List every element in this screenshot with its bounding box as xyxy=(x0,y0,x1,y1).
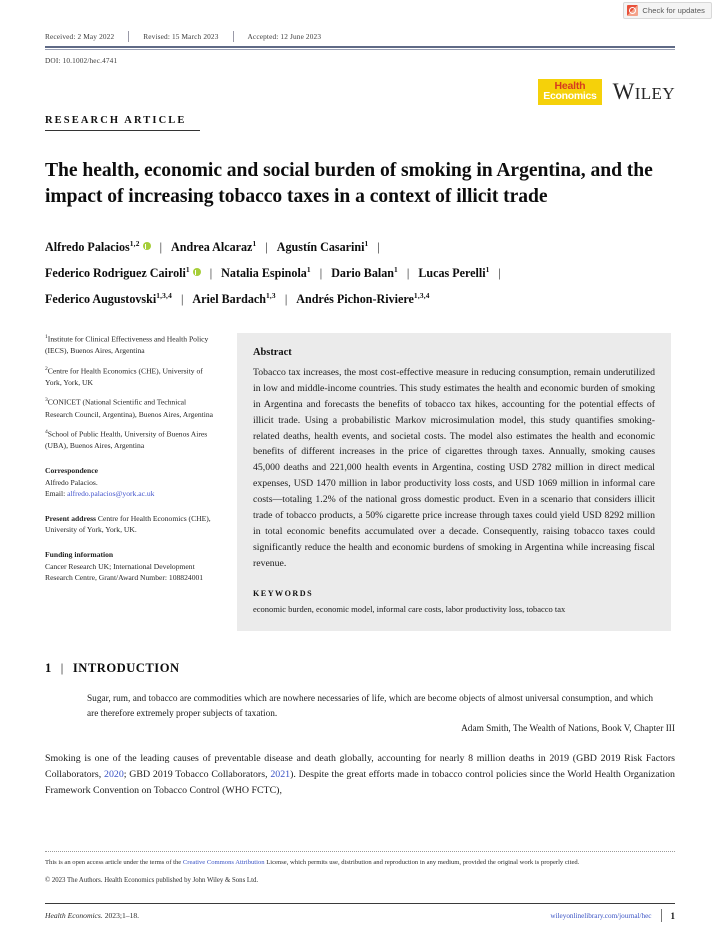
correspondence-heading: Correspondence xyxy=(45,465,99,475)
author-affiliation-marker: 1 xyxy=(306,264,311,274)
funding-text: Cancer Research UK; International Development Research Centre, Grant/Award Number: 108824001 xyxy=(45,561,204,583)
affiliation-item xyxy=(45,333,213,357)
section-bar: | xyxy=(60,660,64,675)
author-row-1 xyxy=(45,234,675,260)
author-affiliation-marker: 1,2 xyxy=(129,238,140,248)
page-footer-row xyxy=(45,909,675,922)
author-separator: | xyxy=(406,265,410,280)
paper-content xyxy=(45,0,675,799)
journal-logo-line1: Health xyxy=(554,79,586,92)
license-text-2: License, which permits use, distribution and reproduction in any medium, provided the original work is properly cited. xyxy=(264,859,580,866)
footer-dotted-rule xyxy=(45,851,675,852)
body-columns xyxy=(45,333,675,631)
affiliation-item xyxy=(45,365,213,389)
copyright-text: © 2023 The Authors. Health Economics published by John Wiley & Sons Ltd. xyxy=(45,877,259,885)
affiliation-marker: 3 xyxy=(45,397,48,404)
author-affiliation-marker: 1 xyxy=(364,238,369,248)
author-affiliation-marker: 1 xyxy=(185,264,190,274)
revised-date: Revised: 15 March 2023 xyxy=(143,32,219,41)
author-separator: | xyxy=(159,239,163,254)
affiliation-text: School of Public Health, University of Buenos Aires (UBA), Buenos Aires, Argentina xyxy=(45,429,208,451)
present-address-text: Centre for Health Economics (CHE), University of York, York, UK. xyxy=(45,513,211,535)
abstract-box xyxy=(237,333,671,631)
section-heading-introduction xyxy=(45,661,675,676)
wiley-logo-w: W xyxy=(612,78,635,104)
author-name: Andrea Alcaraz xyxy=(171,239,253,254)
footer-vertical-divider xyxy=(661,909,662,922)
author-separator: | xyxy=(209,265,213,280)
journal-url-link[interactable]: wileyonlinelibrary.com/journal/hec xyxy=(550,911,652,920)
article-type-rule xyxy=(45,130,200,131)
funding-heading: Funding information xyxy=(45,550,114,560)
author-affiliation-marker: 1 xyxy=(485,264,490,274)
orcid-icon[interactable] xyxy=(143,242,151,250)
history-divider-1 xyxy=(128,31,129,42)
author-list xyxy=(45,234,675,312)
keywords-heading: KEYWORDS xyxy=(253,588,314,598)
epigraph-text: Sugar, rum, and tobacco are commodities which are nowhere necessaries of life, which are become objects of almost universal consumption, and which are therefore extremely proper subjects of taxation. xyxy=(87,693,653,719)
page-footer-rule xyxy=(45,903,675,904)
abstract-heading: Abstract xyxy=(253,346,292,358)
orcid-icon[interactable] xyxy=(193,268,201,276)
affiliation-marker: 1 xyxy=(45,333,48,340)
license-text xyxy=(45,858,675,868)
keywords-text: economic burden, economic model, informal care costs, labor productivity loss, tobacco tax xyxy=(253,603,566,614)
citation-link-2020[interactable]: 2020 xyxy=(104,769,124,781)
affiliation-item xyxy=(45,396,213,420)
author-row-2 xyxy=(45,260,675,286)
accepted-date: Accepted: 12 June 2023 xyxy=(247,32,322,41)
author-name: Federico Augustovski xyxy=(45,291,157,306)
intro-paragraph xyxy=(45,751,675,799)
journal-citation-title: Health Economics. xyxy=(45,911,103,920)
funding-block xyxy=(45,549,213,584)
author-affiliation-marker: 1,3,4 xyxy=(413,290,430,300)
correspondence-email-link[interactable]: alfredo.palacios@york.ac.uk xyxy=(67,489,155,499)
author-name: Agustín Casarini xyxy=(276,239,365,254)
wiley-logo-rest: ILEY xyxy=(634,83,675,103)
publication-history xyxy=(45,0,675,46)
author-separator: | xyxy=(265,239,268,254)
author-name: Alfredo Palacios xyxy=(45,239,130,254)
correspondence-block xyxy=(45,465,213,500)
author-separator: | xyxy=(377,239,380,254)
journal-citation-volume: 2023;1–18. xyxy=(102,911,140,920)
author-separator: | xyxy=(319,265,323,280)
affiliation-text: CONICET (National Scientific and Technical Research Council, Argentina), Buenos Aires, Argentina xyxy=(45,398,214,419)
affiliation-text: Institute for Clinical Effectiveness and Health Policy (IECS), Buenos Aires, Argentina xyxy=(45,334,209,356)
journal-logo xyxy=(538,79,601,105)
author-affiliation-marker: 1 xyxy=(394,264,398,274)
doi-line: DOI: 10.1002/hec.4741 xyxy=(45,55,118,65)
intro-text-1: Smoking is one of the leading causes of preventable disease and death globally, accounting for nearly 8 million deaths in 2019 (GBD 2019 Risk Factors Collaborators, xyxy=(45,752,675,781)
affiliation-marker: 4 xyxy=(45,429,48,436)
abstract-text: Tobacco tax increases, the most cost-effective measure in reducing consumption, remain underutilized in low and middle-income countries. This study estimates the health and economic burden of smoking in Argentina and forecasts the benefits of tobacco tax hikes, accounting for the potential effects of illicit trade. Using a probabilistic Markov microsimulation model, this study quantifies smoking-related deaths, health events, and societal costs. The model also estimates the health and economic benefits of different increases in the price of cigarettes through taxes. Annually, smoking causes 45,000 deaths and 221,000 health events in Argentina, costing USD 2782 million in direct medical expenses, USD 1470 million in labor productivity loss costs, and USD 1069 million in informal care costs—totaling 1.2% of the national gross domestic product. Even in a scenario that considers illicit trade of tobacco products, a 50% cigarette price increase through taxes could yield USD 8292 million in total economic benefits accumulated over a decade. Consequently, raising tobacco taxes could significantly reduce the health and economic burdens of smoking in Argentina while increasing fiscal revenue. xyxy=(253,366,655,569)
license-footer xyxy=(45,851,675,884)
header-rule-thick xyxy=(45,46,675,48)
author-affiliation-marker: 1 xyxy=(252,238,257,248)
history-divider-2 xyxy=(233,31,234,42)
page-number: 1 xyxy=(670,910,675,921)
received-date: Received: 2 May 2022 xyxy=(45,32,115,41)
author-separator: | xyxy=(498,265,501,280)
author-name: Federico Rodriguez Cairoli xyxy=(45,265,186,280)
author-affiliation-marker: 1,3 xyxy=(265,290,276,300)
author-separator: | xyxy=(180,291,184,306)
email-label: Email: xyxy=(45,489,68,499)
author-name: Andrés Pichon-Riviere xyxy=(296,291,414,306)
article-type-label: RESEARCH ARTICLE xyxy=(45,114,187,126)
creative-commons-link[interactable]: Creative Commons Attribution xyxy=(182,859,265,866)
wiley-logo xyxy=(613,79,675,105)
affiliations-list xyxy=(45,333,213,452)
intro-text-2: ; GBD 2019 Tobacco Collaborators, xyxy=(123,769,271,781)
journal-logo-line2: Economics xyxy=(543,90,597,103)
affiliation-text: Centre for Health Economics (CHE), University of York, York, UK xyxy=(45,366,203,387)
present-address-heading: Present address xyxy=(45,513,96,523)
affiliation-marker: 2 xyxy=(45,365,48,372)
page-title: The health, economic and social burden of smoking in Argentina, and the impact of increasing tobacco taxes in a context of illicit trade xyxy=(45,159,653,207)
check-for-updates-label: Check for updates xyxy=(642,6,705,15)
affiliation-item xyxy=(45,428,213,452)
author-affiliation-marker: 1,3,4 xyxy=(156,290,172,300)
present-address-block xyxy=(45,513,213,536)
correspondence-name: Alfredo Palacios. xyxy=(45,477,98,487)
logo-row xyxy=(45,75,675,109)
author-name: Natalia Espinola xyxy=(221,265,307,280)
author-name: Lucas Perelli xyxy=(418,265,486,280)
epigraph-attribution: Adam Smith, The Wealth of Nations, Book V, Chapter III xyxy=(461,723,675,734)
page-footer xyxy=(45,903,675,922)
author-separator: | xyxy=(284,291,288,306)
intro-text-3: ). Despite the great efforts made in tobacco control policies since the World Health Organization Framework Convention on Tobacco Control (WHO FCTC), xyxy=(45,769,675,797)
license-text-1: This is an open access article under the terms of the xyxy=(45,859,183,866)
section-title: INTRODUCTION xyxy=(72,660,180,675)
page-footer-right xyxy=(550,909,675,922)
section-number: 1 xyxy=(45,660,52,675)
citation-link-2021[interactable]: 2021 xyxy=(270,769,291,781)
journal-citation xyxy=(45,911,139,920)
author-name: Dario Balan xyxy=(331,265,395,280)
author-name: Ariel Bardach xyxy=(192,291,266,306)
author-row-3 xyxy=(45,286,675,312)
affiliations-column xyxy=(45,333,213,584)
